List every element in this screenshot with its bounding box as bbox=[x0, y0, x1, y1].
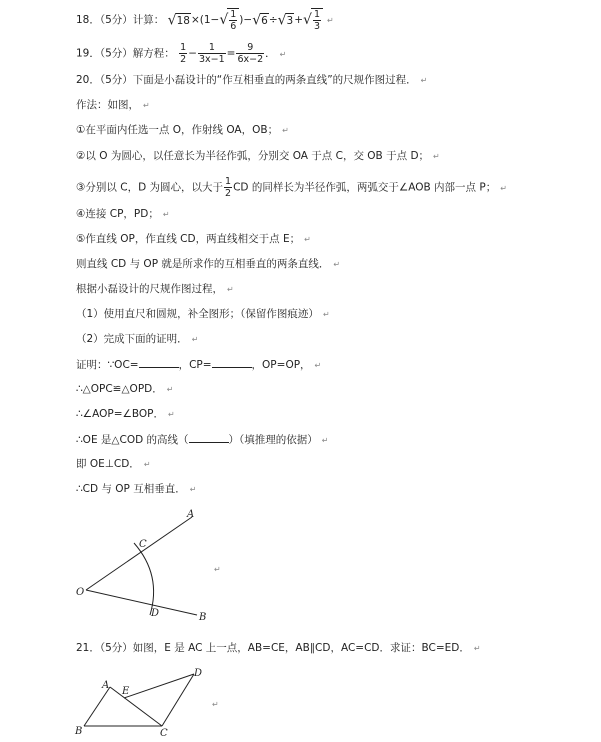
answer-blank-oc[interactable] bbox=[139, 357, 179, 368]
label-b: B bbox=[75, 726, 83, 737]
question-21: 21．（5分）如图，E 是 AC 上一点，AB=CE，AB∥CD，AC=CD．求证：BC=ED． ↵ bbox=[76, 642, 481, 654]
fraction-1-2: $\frac{1}{2}$ bbox=[180, 42, 187, 65]
label-c: C bbox=[160, 728, 168, 738]
label-c: C bbox=[139, 539, 147, 550]
proof-line-4: ∴OE 是△COD 的高线（ ）（填推理的依据） ↵ bbox=[76, 434, 329, 446]
label-o: O bbox=[76, 587, 85, 598]
proof-line-5: 即 OE⊥CD． ↵ bbox=[76, 458, 151, 470]
step-1: ①在平面内任选一点 O，作射线 OA，OB； ↵ bbox=[76, 124, 289, 136]
conclusion: 则直线 CD 与 OP 就是所求作的互相垂直的两条直线． ↵ bbox=[76, 258, 341, 270]
label-d: D bbox=[151, 608, 160, 619]
figure-angle-aob bbox=[72, 505, 217, 627]
segment-cd bbox=[162, 674, 194, 726]
return-mark: ↵ bbox=[327, 16, 334, 25]
sqrt-one-sixth: √ $\frac{1}{6}$ bbox=[219, 8, 239, 32]
step-2: ②以 O 为圆心，以任意长为半径作弧，分别交 OA 于点 C，交 OB 于点 D； ↵ bbox=[76, 150, 440, 162]
fraction-9-6x-2: $\frac{9}{6x-2}$ bbox=[237, 42, 264, 65]
proof-line-3: ∴∠AOP=∠BOP． ↵ bbox=[76, 408, 175, 420]
label-a: A bbox=[187, 509, 195, 520]
answer-blank-cp[interactable] bbox=[212, 357, 252, 368]
segment-ed bbox=[124, 674, 194, 698]
question-19: 19．（5分）解方程： $\frac{1}{2}$ − $\frac{1}{3x-1}$ = $\frac{9}{6x-2}$ ． ↵ bbox=[76, 42, 287, 65]
proof-line-6: ∴CD 与 OP 互相垂直． ↵ bbox=[76, 483, 197, 495]
method-label: 作法：如图， ↵ bbox=[76, 99, 150, 111]
part-1: （1）使用直尺和圆规，补全图形；（保留作图痕迹） ↵ bbox=[76, 308, 330, 320]
segment-ab bbox=[84, 687, 110, 726]
proof-line-2: ∴△OPC≌△OPD． ↵ bbox=[76, 383, 174, 395]
question-18: 18．（5分）计算： √18×(1−√ $\frac{1}{6}$ )−√6÷√3+√ $\frac{1}{3}$ ↵ bbox=[76, 9, 334, 32]
label-e: E bbox=[122, 686, 130, 697]
sqrt-18: √18 bbox=[167, 12, 190, 28]
segment-ac bbox=[110, 687, 162, 726]
answer-blank-reason[interactable] bbox=[189, 432, 229, 443]
ray-ob bbox=[86, 590, 197, 615]
sqrt-6: √6 bbox=[252, 12, 268, 28]
ray-oa bbox=[86, 517, 192, 590]
label-a: A bbox=[102, 680, 110, 691]
label-d: D bbox=[194, 668, 203, 679]
figure-q21 bbox=[72, 664, 217, 738]
step-3: ③分别以 C，D 为圆心，以大于 $\frac{1}{2}$ CD 的同样长为半径作弧，两弧交于∠AOB 内部一点 P； ↵ bbox=[76, 176, 507, 199]
step-5: ⑤作直线 OP，作直线 CD，两直线相交于点 E； ↵ bbox=[76, 233, 311, 245]
label-b: B bbox=[199, 612, 207, 623]
step-4: ④连接 CP，PD； ↵ bbox=[76, 208, 170, 220]
part-2: （2）完成下面的证明． ↵ bbox=[76, 333, 199, 345]
fraction-one-half: $\frac{1}{2}$ bbox=[225, 176, 232, 199]
according-text: 根据小磊设计的尺规作图过程， ↵ bbox=[76, 283, 234, 295]
fraction-1-3x-1: $\frac{1}{3x-1}$ bbox=[199, 42, 225, 65]
sqrt-one-third: √ $\frac{1}{3}$ bbox=[303, 8, 323, 32]
sqrt-3: √3 bbox=[277, 12, 294, 28]
proof-line-1: 证明：∵OC= ，CP= ，OP=OP， ↵ bbox=[76, 359, 322, 371]
question-20-intro: 20．（5分）下面是小磊设计的“作互相垂直的两条直线”的尺规作图过程． ↵ bbox=[76, 74, 428, 86]
